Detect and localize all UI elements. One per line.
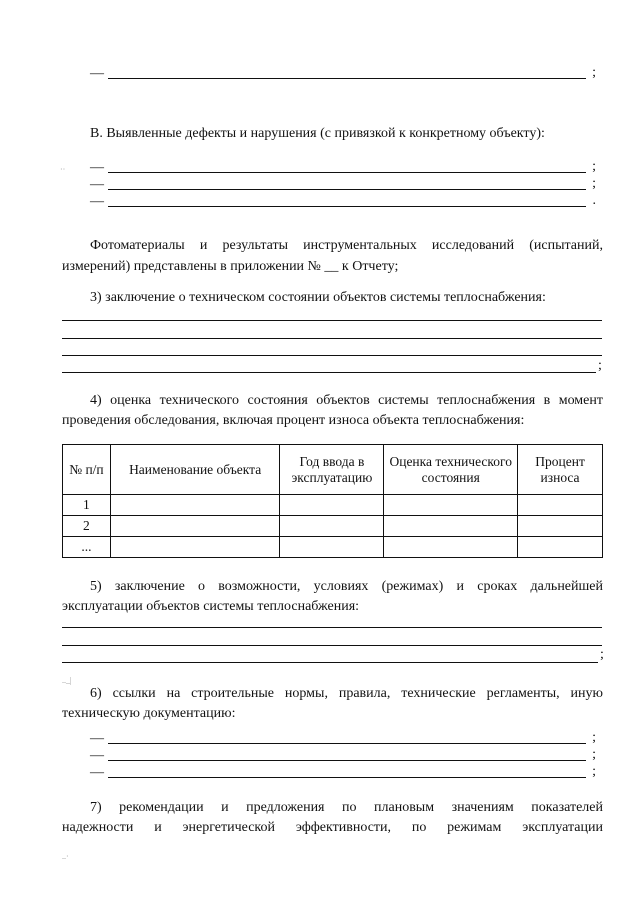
dash-mark: —	[90, 177, 104, 192]
blank-line-top	[90, 65, 596, 82]
section-b-heading: В. Выявленные дефекты и нарушения (с привязкой к конкретному объекту):	[90, 126, 545, 141]
conclusion-line-2	[62, 338, 602, 339]
item-5-line-2: эксплуатации объектов системы теплоснабжения:	[62, 599, 360, 614]
item-4-line-1: 4) оценка технического состояния объектов системы теплоснабжения в момент	[90, 393, 603, 408]
header-condition-rating: Оценка технического состояния	[384, 445, 518, 495]
row-number: 1	[63, 495, 111, 516]
dash-mark: —	[90, 765, 104, 780]
photo-note-line-2: измерений) представлены в приложении № __ к Отчету;	[62, 259, 399, 274]
item-5-line-1: 5) заключение о возможности, условиях (режимах) и сроках дальнейшей	[90, 579, 603, 594]
table-cell	[280, 537, 384, 558]
table-cell	[384, 537, 518, 558]
line-end-mark: ;	[592, 747, 596, 762]
condition-table	[62, 444, 603, 558]
conclusion-line-1	[62, 320, 602, 321]
line-end-mark: ;	[600, 647, 604, 662]
table-cell	[384, 516, 518, 537]
defect-line-3	[90, 193, 596, 210]
line-end-mark: .	[592, 193, 596, 208]
header-number: № п/п	[63, 445, 111, 495]
underline	[108, 78, 586, 79]
underline	[108, 777, 586, 778]
line-end-mark: ;	[598, 358, 602, 373]
header-object-name: Наименование объекта	[110, 445, 280, 495]
table-cell	[110, 516, 280, 537]
item-6-line-1: 6) ссылки на строительные нормы, правила, технические регламенты, иную	[90, 686, 603, 701]
item-6-line-2: техническую документацию:	[62, 706, 236, 721]
line-end-mark: ;	[592, 764, 596, 779]
conclusion-line-3	[62, 355, 602, 356]
table-cell	[280, 495, 384, 516]
scan-speck: ..·	[62, 852, 69, 861]
table-cell	[280, 516, 384, 537]
defect-line-2	[90, 176, 596, 193]
operation-line-1	[62, 627, 602, 628]
table-row	[63, 495, 603, 516]
defect-line-1	[90, 159, 596, 176]
table-cell	[384, 495, 518, 516]
dash-mark: —	[90, 66, 104, 81]
table-row	[63, 516, 603, 537]
table-cell	[518, 537, 603, 558]
table-header-row	[63, 445, 603, 495]
item-7-line-2: надежности и энергетической эффективности, по режимам эксплуатации	[62, 820, 603, 835]
reference-line-3	[90, 764, 596, 781]
underline	[108, 760, 586, 761]
table-cell	[518, 516, 603, 537]
underline	[108, 743, 586, 744]
header-commission-year: Год ввода в эксплуатацию	[280, 445, 384, 495]
operation-line-2	[62, 645, 602, 646]
item-3-heading: 3) заключение о техническом состоянии объектов системы теплоснабжения:	[90, 290, 546, 305]
operation-line-3	[62, 662, 598, 663]
reference-line-2	[90, 747, 596, 764]
dash-mark: —	[90, 194, 104, 209]
table-cell	[110, 537, 280, 558]
underline	[108, 172, 586, 173]
line-end-mark: ;	[592, 176, 596, 191]
row-number: ...	[63, 537, 111, 558]
table-cell	[518, 495, 603, 516]
item-4-line-2: проведения обследования, включая процент износа объекта теплоснабжения:	[62, 413, 525, 428]
reference-line-1	[90, 730, 596, 747]
underline	[108, 189, 586, 190]
row-number: 2	[63, 516, 111, 537]
header-wear-percent: Процент износа	[518, 445, 603, 495]
scan-speck: .._|	[62, 676, 72, 685]
scan-speck: ··	[60, 165, 66, 174]
underline	[108, 206, 586, 207]
line-end-mark: ;	[592, 730, 596, 745]
table-cell	[110, 495, 280, 516]
line-end-mark: ;	[592, 159, 596, 174]
item-7-line-1: 7) рекомендации и предложения по плановым значениям показателей	[90, 800, 603, 815]
photo-note-line-1: Фотоматериалы и результаты инструментальных исследований (испытаний,	[90, 238, 603, 253]
conclusion-line-4	[62, 372, 596, 373]
dash-mark: —	[90, 731, 104, 746]
line-end-mark: ;	[592, 65, 596, 80]
table-row	[63, 537, 603, 558]
dash-mark: —	[90, 748, 104, 763]
dash-mark: —	[90, 160, 104, 175]
